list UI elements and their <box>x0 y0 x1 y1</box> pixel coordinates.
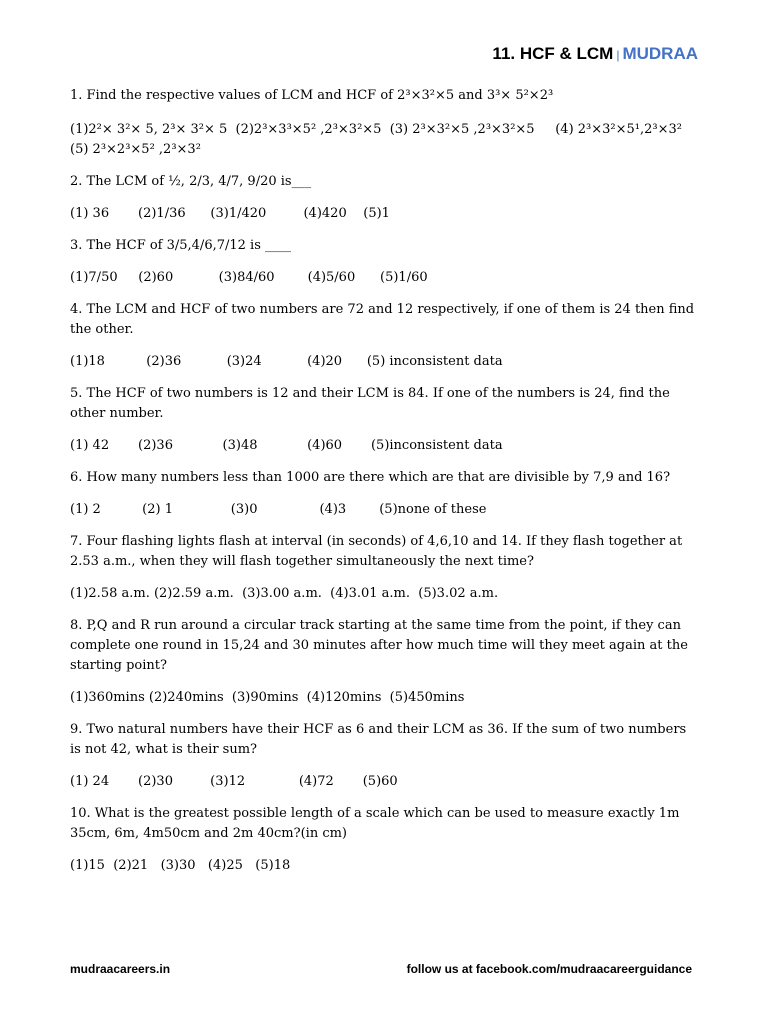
page-title: 11. HCF & LCM <box>492 44 614 63</box>
question-6: 6. How many numbers less than 1000 are there which are that are divisible by 7,9 and 16? <box>70 470 671 485</box>
question-4-options: (1)18 (2)36 (3)24 (4)20 (5) inconsistent data <box>70 354 503 369</box>
question-1: 1. Find the respective values of LCM and HCF of 2³×3²×5 and 3³× 5²×2³ <box>70 88 554 103</box>
footer-website: mudraacareers.in <box>70 962 171 976</box>
brand-name: MUDRAA <box>622 44 698 63</box>
question-9: 9. Two natural numbers have their HCF as 6 and their LCM as 36. If the sum of two numbers is not 42, what is their sum? <box>70 722 687 757</box>
question-1-options-line-1: (1)2²× 3²× 5, 2³× 3²× 5 (2)2³×3³×5² ,2³×3²×5 (3) 2³×3²×5 ,2³×3²×5 (4) 2³×3²×5¹,2³×3² <box>70 122 682 137</box>
question-3: 3. The HCF of 3/5,4/6,7/12 is ____ <box>70 238 292 253</box>
question-4: 4. The LCM and HCF of two numbers are 72 and 12 respectively, if one of them is 24 then find the other. <box>70 302 695 337</box>
question-list <box>70 86 700 876</box>
question-5: 5. The HCF of two numbers is 12 and their LCM is 84. If one of the numbers is 24, find the other number. <box>70 386 670 421</box>
question-2: 2. The LCM of ½, 2/3, 4/7, 9/20 is___ <box>70 174 312 189</box>
question-6-options: (1) 2 (2) 1 (3)0 (4)3 (5)none of these <box>70 502 487 517</box>
question-10: 10. What is the greatest possible length of a scale which can be used to measure exactly 1m 35cm, 6m, 4m50cm and 2m 40cm?(in cm) <box>70 806 680 841</box>
question-7: 7. Four flashing lights flash at interval (in seconds) of 4,6,10 and 14. If they flash together at 2.53 a.m., when they will flash together simultaneously the next time? <box>70 534 683 569</box>
question-8-options: (1)360mins (2)240mins (3)90mins (4)120mins (5)450mins <box>70 690 465 705</box>
question-5-options: (1) 42 (2)36 (3)48 (4)60 (5)inconsistent data <box>70 438 503 453</box>
page-header <box>492 44 698 64</box>
footer-social: follow us at facebook.com/mudraacareerguidance <box>406 962 692 976</box>
header-separator: | <box>616 48 620 62</box>
question-3-options: (1)7/50 (2)60 (3)84/60 (4)5/60 (5)1/60 <box>70 270 428 285</box>
question-8: 8. P,Q and R run around a circular track starting at the same time from the point, if they can complete one round in 15,24 and 30 minutes after how much time will they meet again at the starting point? <box>70 618 688 673</box>
question-7-options: (1)2.58 a.m. (2)2.59 a.m. (3)3.00 a.m. (4)3.01 a.m. (5)3.02 a.m. <box>70 586 499 601</box>
question-9-options: (1) 24 (2)30 (3)12 (4)72 (5)60 <box>70 774 398 789</box>
question-2-options: (1) 36 (2)1/36 (3)1/420 (4)420 (5)1 <box>70 206 390 221</box>
question-1-options-line-2: (5) 2³×2³×5² ,2³×3² <box>70 142 201 157</box>
question-10-options: (1)15 (2)21 (3)30 (4)25 (5)18 <box>70 858 291 873</box>
